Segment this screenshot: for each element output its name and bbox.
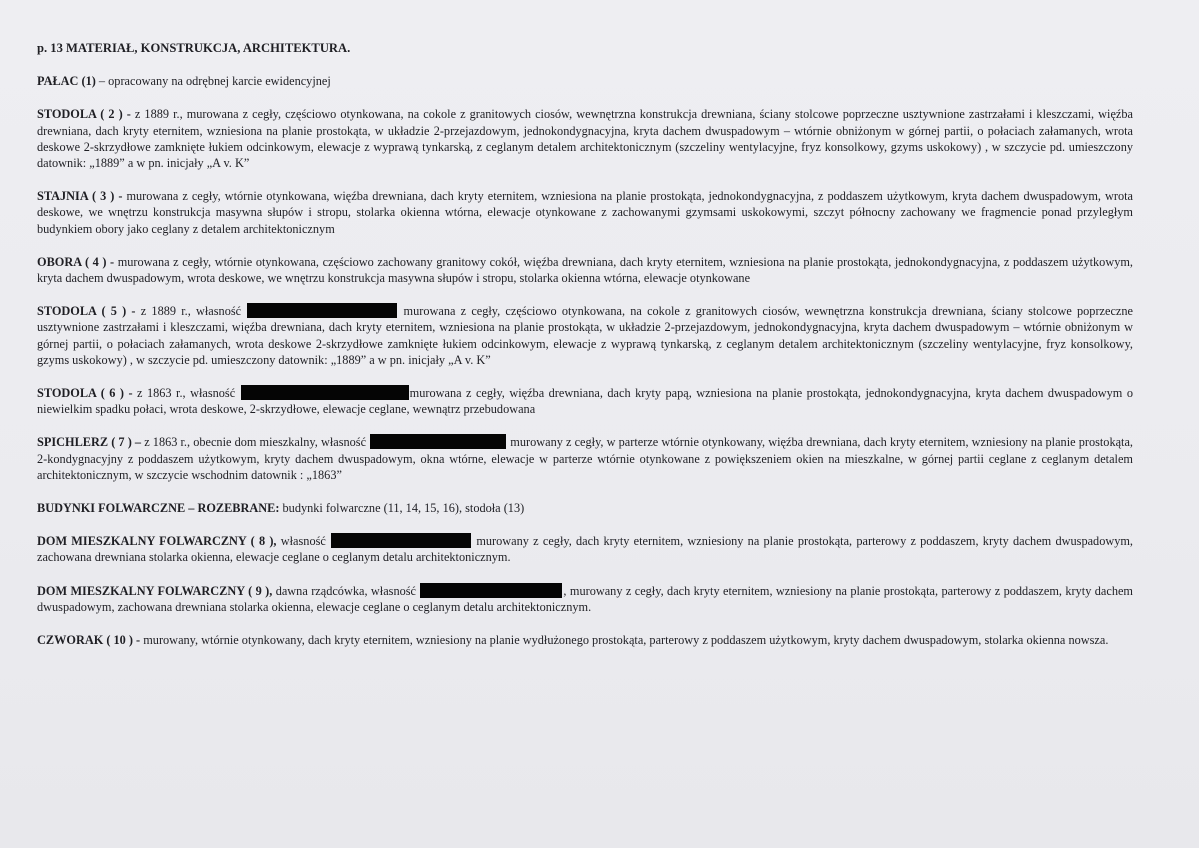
section-text: z 1889 r., murowana z cegły, częściowo otynkowana, na cokole z granitowych ciosów, wewnętrzna konstrukcja drewniana, ściany stolcowe poprzeczne usztywnione zastrzałami i kleszczami, więźba drewniana, dach kryty eternitem, wzniesiona na planie prostokąta, w układzie 2-przejazdowym, jednokondygnacyjna, kryta dachem dwuspadowym – wtórnie obniżonym w górnej partii, o połaciach załamanych, wrota deskowe 2-skrzydłowe zamknięte łukiem odcinkowym, elewacje z wyprawą tynkarską, z ceglanym detalem architektonicznym (szczeliny wentylacyjne, fryz konsolkowy, gzyms uskokowy) , w szczycie pd. umieszczony datownik: „1889” a w pn. inicjały „A v. K” [37,107,1133,171]
redaction-bar [370,434,506,449]
section-text-before: z 1863 r., własność [132,386,240,401]
section-text: murowana z cegły, wtórnie otynkowana, częściowo zachowany granitowy cokół, więźba drewniana, dach kryty eternitem, wzniesiona na planie prostokąta, jednokondygnacyjna, z poddaszem użytkowym, kryta dachem dwuspadowym, wrota deskowe, we wnętrzu konstrukcja masywna słupów i stropu, stolarka okienna wtórna, elewacje otynkowane [37,254,1133,286]
section-title: CZWORAK ( 10 ) - [37,633,141,648]
redaction-bar [420,583,562,598]
section-title: PAŁAC (1) [37,74,96,89]
section-text-before: z 1863 r., obecnie dom mieszkalny, własność [141,435,370,450]
section-title: STODOLA ( 5 ) - [37,304,136,319]
redaction-bar [331,533,471,548]
redaction-bar [247,303,397,318]
section-text-after: murowana z cegły, więźba drewniana, dach kryty papą, wzniesiona na planie prostokąta, jednokondygnacyjna, kryta dachem dwuspadowym o niewielkim spadku połaci, wrota deskowe, 2-skrzydłowe, elewacje ceglane, wewnątrz przebudowana [37,386,1133,417]
section-stodola-6 [37,385,1133,417]
section-text-after: murowany z cegły, w parterze wtórnie otynkowany, więźba drewniana, dach kryty eternitem, wzniesiony na planie prostokąta, 2-kondygnacyjny z poddaszem użytkowym, kryty dachem dwuspadowym, okna wtórne, elewacje w parterze wtórnie otynkowane z powiększeniem okien na mieszkalne, w górnej partii ceglane z ceglanym detalem architektonicznym, w szczycie wschodnim datownik : „1863” [37,435,1133,482]
section-text-before: własność [276,534,331,549]
section-text: – opracowany na odrębnej karcie ewidencyjnej [95,74,331,89]
section-spichlerz-7 [37,434,1133,483]
document-heading: p. 13 MATERIAŁ, KONSTRUKCJA, ARCHITEKTURA. [37,41,351,55]
section-stajnia-3 [37,188,1133,237]
section-dom-mieszkalny-9 [37,583,1133,615]
document-body [37,40,1133,665]
section-title: STAJNIA ( 3 ) - [37,189,123,204]
section-text-after: , murowany z cegły, dach kryty eternitem, wzniesiony na planie prostokąta, parterowy z poddaszem, kryty dachem dwuspadowym, zachowana drewniana stolarka okienna, elewacje ceglane o ceglanym detalu architektonicznym. [37,583,1133,614]
section-text: budynki folwarczne (11, 14, 15, 16), stodoła (13) [279,501,525,516]
section-text-after: murowany z cegły, dach kryty eternitem, wzniesiony na planie prostokąta, parterowy z poddaszem, kryty dachem dwuspadowym, zachowana drewniana stolarka okienna, elewacje ceglane o ceglanym detalu architektonicznym. [37,534,1134,565]
section-title: DOM MIESZKALNY FOLWARCZNY ( 9 ), [37,583,273,598]
section-title: BUDYNKI FOLWARCZNE – ROZEBRANE: [37,501,280,516]
section-title: STODOLA ( 6 ) - [37,386,133,401]
redaction-bar [241,385,409,400]
section-budynki-rozebrane [37,500,1133,516]
section-text: murowana z cegły, wtórnie otynkowana, więźba drewniana, dach kryty eternitem, wzniesiona na planie prostokąta, jednokondygnacyjna, z poddaszem użytkowym, kryta dachem dwuspadowym, wrota deskowe, we wnętrzu konstrukcja masywna słupów i stropu, stolarka okienna wtórna, elewacje otynkowane z zachowanymi gzymsami uskokowymi, szczyt północny zachowany we fragmencie ponad przyległym budynkiem obory jako ceglany z detalem architektonicznym [37,189,1133,236]
section-title: OBORA ( 4 ) - [37,254,115,269]
section-text-after: murowana z cegły, częściowo otynkowana, na cokole z granitowych ciosów, wewnętrzna konstrukcja drewniana, ściany stolcowe poprzeczne usztywnione zastrzałami i kleszczami, więźba drewniana, dach kryty eternitem, wzniesiona na planie prostokąta, w układzie 2-przejazdowym, jednokondygnacyjna, kryta dachem dwuspadowym – wtórnie obniżonym w górnej partii, o połaciach załamanych, wrota deskowe 2-skrzydłowe zamknięte łukiem odcinkowym, elewacje z wyprawą tynkarską, z ceglanym detalem architektonicznym (szczeliny wentylacyjne, fryz konsolkowy, gzyms uskokowy) , w szczycie pd. umieszczony datownik: „1889” a w pn. inicjały „A v. K” [37,304,1133,367]
section-czworak-10 [37,632,1133,648]
section-stodola-5 [37,303,1133,368]
section-text-before: dawna rządcówka, własność [272,583,420,598]
section-title: DOM MIESZKALNY FOLWARCZNY ( 8 ), [37,534,277,549]
section-palac [37,73,1133,89]
section-title: STODOLA ( 2 ) - [37,107,131,122]
section-title: SPICHLERZ ( 7 ) – [37,435,142,450]
section-stodola-2 [37,106,1133,171]
section-text: murowany, wtórnie otynkowany, dach kryty eternitem, wzniesiony na planie wydłużonego prostokąta, parterowy z poddaszem użytkowym, kryty dachem dwuspadowym, stolarka okienna nowsza. [140,633,1109,648]
section-obora-4 [37,254,1133,286]
section-dom-mieszkalny-8 [37,533,1133,565]
section-text-before: z 1889 r., własność [135,304,247,319]
